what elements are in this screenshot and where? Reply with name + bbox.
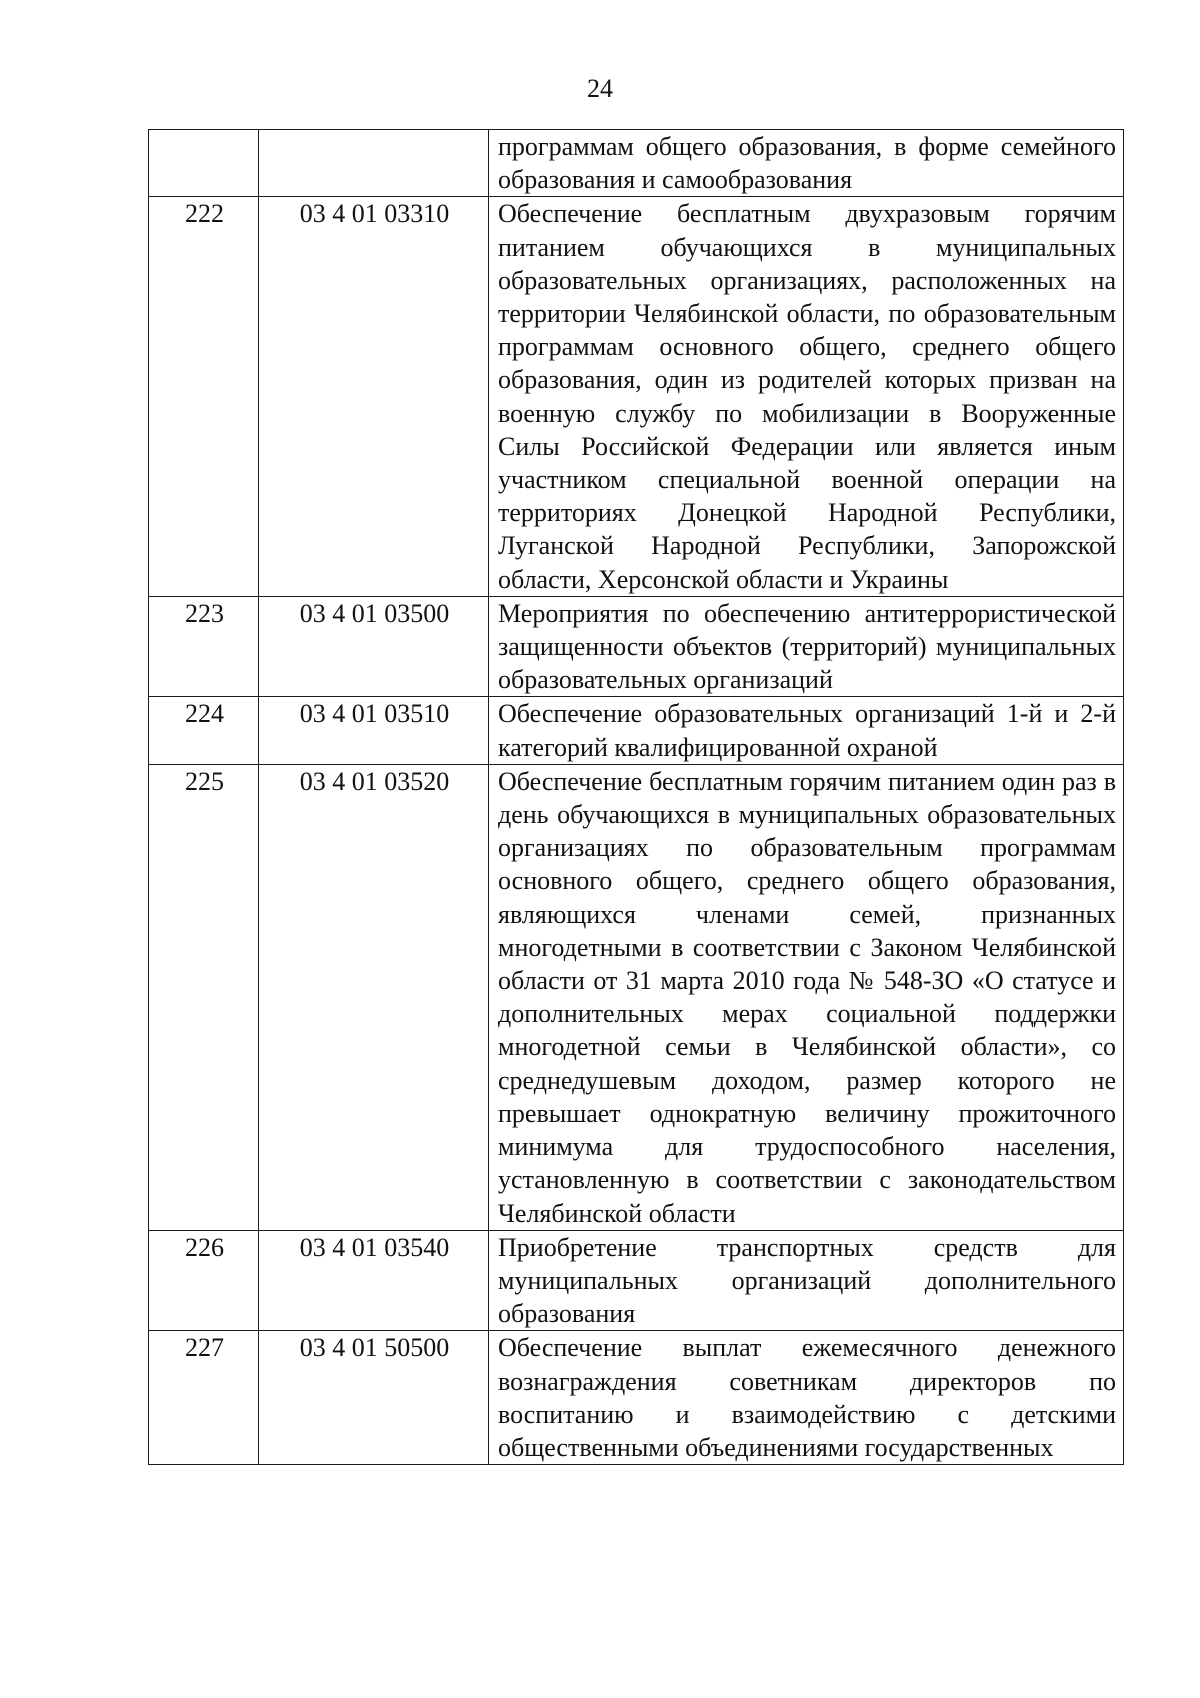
table-row bbox=[149, 197, 1124, 596]
target-article-code: 03 4 01 03510 bbox=[259, 697, 489, 764]
expenditure-name: Приобретение транспортных средств для муниципальных организаций дополнительного образования bbox=[489, 1230, 1124, 1331]
target-article-code: 03 4 01 03500 bbox=[259, 596, 489, 697]
target-article-code: 03 4 01 03520 bbox=[259, 764, 489, 1230]
page-number: 24 bbox=[587, 74, 613, 103]
table-row bbox=[149, 1230, 1124, 1331]
expenditure-name: программам общего образования, в форме семейного образования и самообразования bbox=[489, 130, 1124, 197]
expenditure-name: Обеспечение выплат ежемесячного денежного вознаграждения советникам директоров по воспитанию и взаимодействию с детскими общественными объединениями государственных bbox=[489, 1331, 1124, 1465]
row-number: 226 bbox=[149, 1230, 259, 1331]
table-row bbox=[149, 697, 1124, 764]
budget-classification-table bbox=[148, 129, 1124, 1465]
expenditure-name: Обеспечение бесплатным горячим питанием один раз в день обучающихся в муниципальных образовательных организациях по образовательным программам основного общего, среднего общего образования, являющихся членами семей, признанных многодетными в соответствии с Законом Челябинской области от 31 марта 2010 года № 548-ЗО «О статусе и дополнительных мерах социальной поддержки многодетной семьи в Челябинской области», со среднедушевым доходом, размер которого не превышает однократную величину прожиточного минимума для трудоспособного населения, установленную в соответствии с законодательством Челябинской области bbox=[489, 764, 1124, 1230]
table-row bbox=[149, 764, 1124, 1230]
row-number: 227 bbox=[149, 1331, 259, 1465]
target-article-code: 03 4 01 03540 bbox=[259, 1230, 489, 1331]
expenditure-name: Обеспечение бесплатным двухразовым горячим питанием обучающихся в муниципальных образовательных организациях, расположенных на территории Челябинской области, по образовательным программам основного общего, среднего общего образования, один из родителей которых призван на военную службу по мобилизации в Вооруженные Силы Российской Федерации или является иным участником специальной военной операции на территориях Донецкой Народной Республики, Луганской Народной Республики, Запорожской области, Херсонской области и Украины bbox=[489, 197, 1124, 596]
row-number: 225 bbox=[149, 764, 259, 1230]
row-number: 224 bbox=[149, 697, 259, 764]
row-number bbox=[149, 130, 259, 197]
row-number: 222 bbox=[149, 197, 259, 596]
expenditure-name: Мероприятия по обеспечению антитеррористической защищенности объектов (территорий) муниципальных образовательных организаций bbox=[489, 596, 1124, 697]
row-number: 223 bbox=[149, 596, 259, 697]
target-article-code: 03 4 01 50500 bbox=[259, 1331, 489, 1465]
target-article-code bbox=[259, 130, 489, 197]
table-row bbox=[149, 130, 1124, 197]
expenditure-name: Обеспечение образовательных организаций 1-й и 2-й категорий квалифицированной охраной bbox=[489, 697, 1124, 764]
table-row bbox=[149, 1331, 1124, 1465]
table-row bbox=[149, 596, 1124, 697]
target-article-code: 03 4 01 03310 bbox=[259, 197, 489, 596]
